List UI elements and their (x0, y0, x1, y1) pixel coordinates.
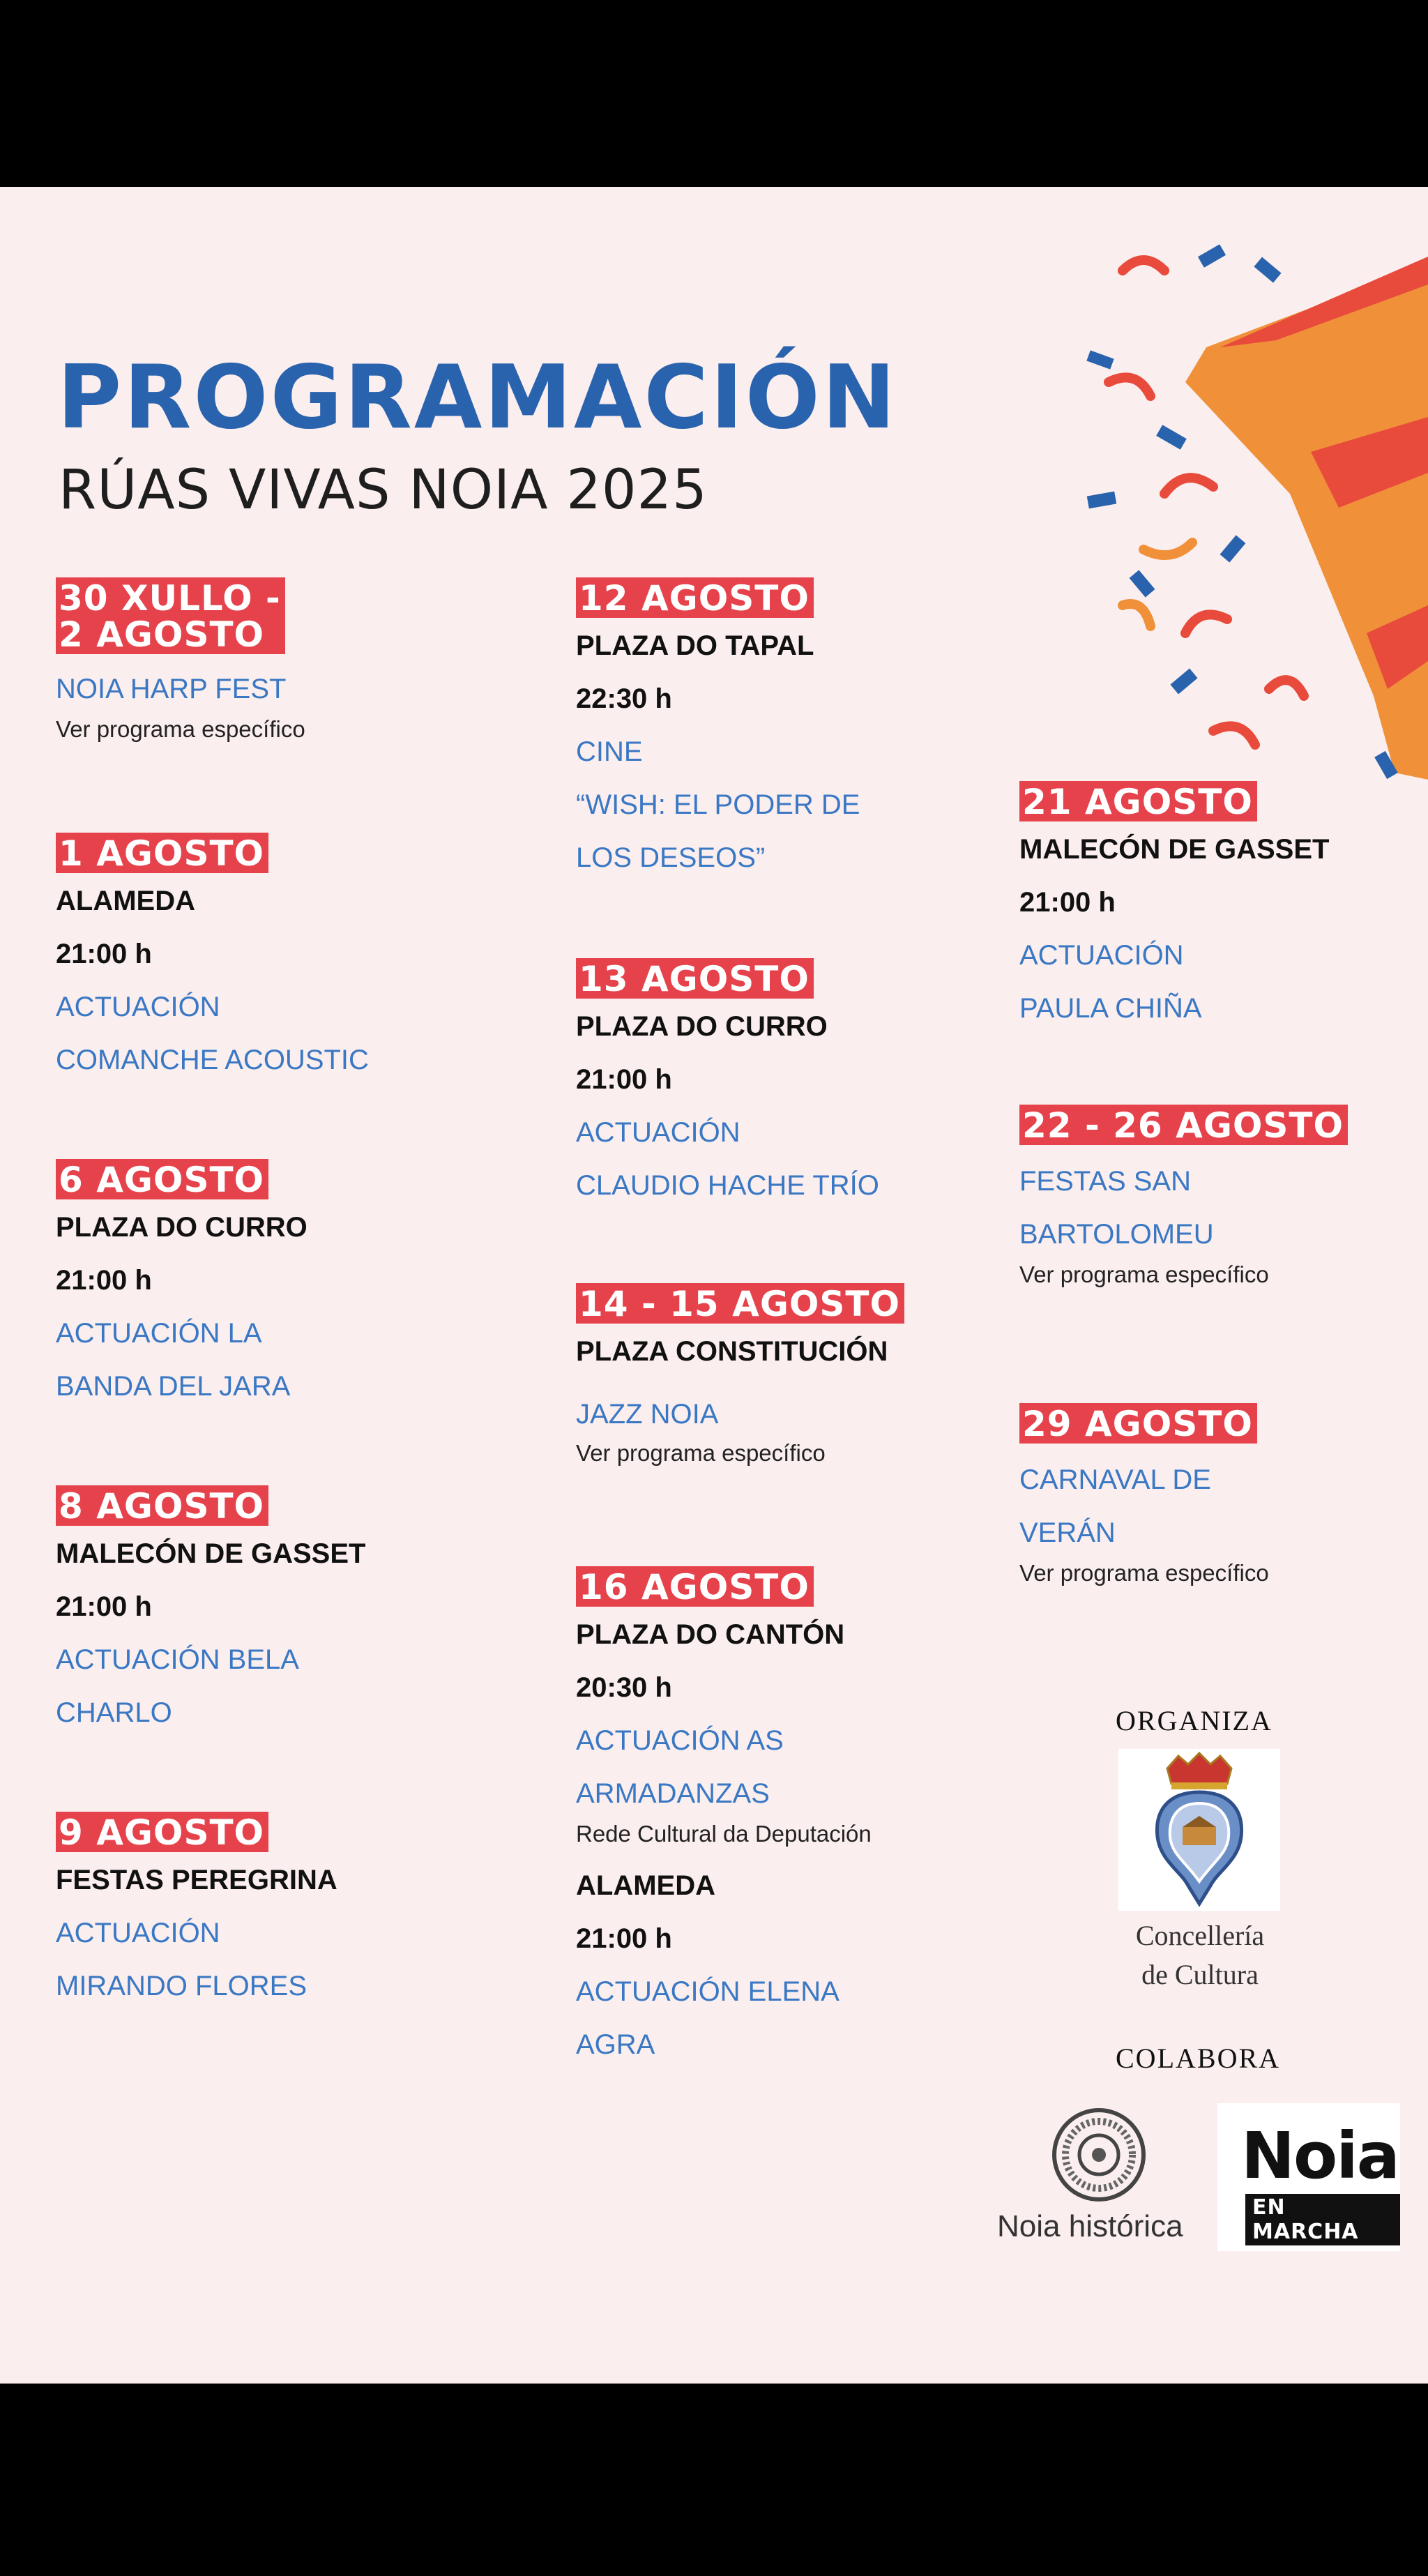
event-title: LOS DESEOS” (576, 842, 766, 873)
event-block (576, 958, 1022, 1212)
event-time: 22:30 h (576, 683, 672, 714)
event-place: PLAZA CONSTITUCIÓN (576, 1336, 888, 1367)
event-block (576, 577, 1022, 884)
event-time: 21:00 h (56, 1265, 152, 1296)
organiza-label: ORGANIZA (1116, 1705, 1273, 1736)
event-title: VERÁN (1019, 1517, 1116, 1548)
event-block (56, 1485, 502, 1739)
event-date-badge: 14 - 15 AGOSTO (576, 1283, 904, 1324)
event-block (1019, 781, 1428, 1035)
event-title: BARTOLOMEU (1019, 1219, 1214, 1250)
event-block (1019, 1403, 1428, 1594)
event-title: BANDA DEL JARA (56, 1371, 291, 1402)
noia-en-marcha-logo (1217, 2103, 1400, 2251)
page-title: PROGRAMACIÓN (57, 346, 898, 448)
event-place: PLAZA DO CANTÓN (576, 1619, 845, 1650)
concello-coat-of-arms-logo (1118, 1749, 1280, 1911)
event-title: MIRANDO FLORES (56, 1971, 307, 2001)
event-title: NOIA HARP FEST (56, 674, 287, 704)
noia-historica-text: Noia histórica (997, 2209, 1183, 2243)
event-title: ACTUACIÓN (1019, 940, 1184, 971)
event-time: 21:00 h (1019, 887, 1116, 918)
event-date-badge: 1 AGOSTO (56, 833, 268, 873)
concelleria-name-line: de Cultura (1141, 1959, 1259, 1990)
event-place: ALAMEDA (56, 886, 195, 916)
event-date-badge: 22 - 26 AGOSTO (1019, 1105, 1348, 1145)
event-place: PLAZA DO CURRO (576, 1011, 828, 1042)
event-title: ACTUACIÓN BELA (56, 1644, 299, 1675)
event-time: 21:00 h (56, 1591, 152, 1622)
event-date-badge: 29 AGOSTO (1019, 1403, 1257, 1444)
event-title: ARMADANZAS (576, 1778, 770, 1809)
event-title: ACTUACIÓN ELENA (576, 1976, 840, 2007)
event-place: FESTAS PEREGRINA (56, 1865, 337, 1895)
event-title: CHARLO (56, 1697, 172, 1728)
event-time: 21:00 h (56, 939, 152, 969)
event-place: PLAZA DO TAPAL (576, 630, 814, 661)
event-title: AGRA (576, 2029, 655, 2060)
event-date-badge: 16 AGOSTO (576, 1566, 814, 1607)
event-title: ACTUACIÓN (56, 992, 220, 1022)
event-title: ACTUACIÓN (576, 1117, 740, 1148)
event-block (56, 833, 502, 1086)
event-date-line: 30 XULLO - (59, 578, 281, 619)
event-title: PAULA CHIÑA (1019, 993, 1202, 1024)
event-time: 21:00 h (576, 1064, 672, 1095)
event-place: PLAZA DO CURRO (56, 1212, 307, 1243)
event-date-badge: 21 AGOSTO (1019, 781, 1257, 821)
event-title: “WISH: EL PODER DE (576, 789, 860, 820)
event-title: CINE (576, 736, 643, 767)
event-date-badge (56, 577, 285, 654)
event-title: JAZZ NOIA (576, 1399, 719, 1430)
event-note: Rede Cultural da Deputación (576, 1821, 872, 1847)
event-note: Ver programa específico (576, 1440, 826, 1466)
event-date-badge: 13 AGOSTO (576, 958, 814, 999)
event-date-line: 2 AGOSTO (59, 614, 265, 655)
concelleria-name (1113, 1916, 1287, 1994)
event-place: MALECÓN DE GASSET (1019, 834, 1330, 865)
event-block (1019, 1105, 1428, 1296)
event-title: COMANCHE ACOUSTIC (56, 1045, 369, 1075)
event-title: CLAUDIO HACHE TRÍO (576, 1170, 879, 1201)
event-note: Ver programa específico (1019, 1262, 1269, 1287)
event-note: Ver programa específico (56, 716, 305, 742)
noia-logo-word: Noia (1241, 2119, 1399, 2193)
event-block (56, 1159, 502, 1413)
event-note: Ver programa específico (1019, 1560, 1269, 1586)
noia-historica-logo-icon (1050, 2106, 1148, 2204)
party-popper-cone (1185, 264, 1428, 780)
concelleria-name-line: Concellería (1135, 1920, 1265, 1951)
event-time: 20:30 h (576, 1672, 672, 1703)
event-date-badge: 12 AGOSTO (576, 577, 814, 618)
event-date-badge: 6 AGOSTO (56, 1159, 268, 1199)
event-time: 21:00 h (576, 1923, 672, 1954)
event-title: ACTUACIÓN (56, 1918, 220, 1948)
event-date-badge: 9 AGOSTO (56, 1812, 268, 1852)
event-place: MALECÓN DE GASSET (56, 1538, 366, 1569)
poster (0, 187, 1428, 2384)
event-title: ACTUACIÓN LA (56, 1318, 262, 1349)
event-place: ALAMEDA (576, 1870, 715, 1901)
event-block (56, 1812, 502, 2013)
colabora-label: COLABORA (1116, 2043, 1281, 2074)
event-date-badge: 8 AGOSTO (56, 1485, 268, 1526)
en-marcha-banner: EN MARCHA (1245, 2194, 1400, 2245)
event-title: CARNAVAL DE (1019, 1464, 1211, 1495)
event-block (576, 1566, 1022, 2071)
event-block (576, 1283, 1022, 1474)
page-subtitle: RÚAS VIVAS NOIA 2025 (59, 459, 708, 522)
event-title: ACTUACIÓN AS (576, 1725, 784, 1756)
event-block (56, 577, 502, 750)
event-title: FESTAS SAN (1019, 1166, 1191, 1197)
